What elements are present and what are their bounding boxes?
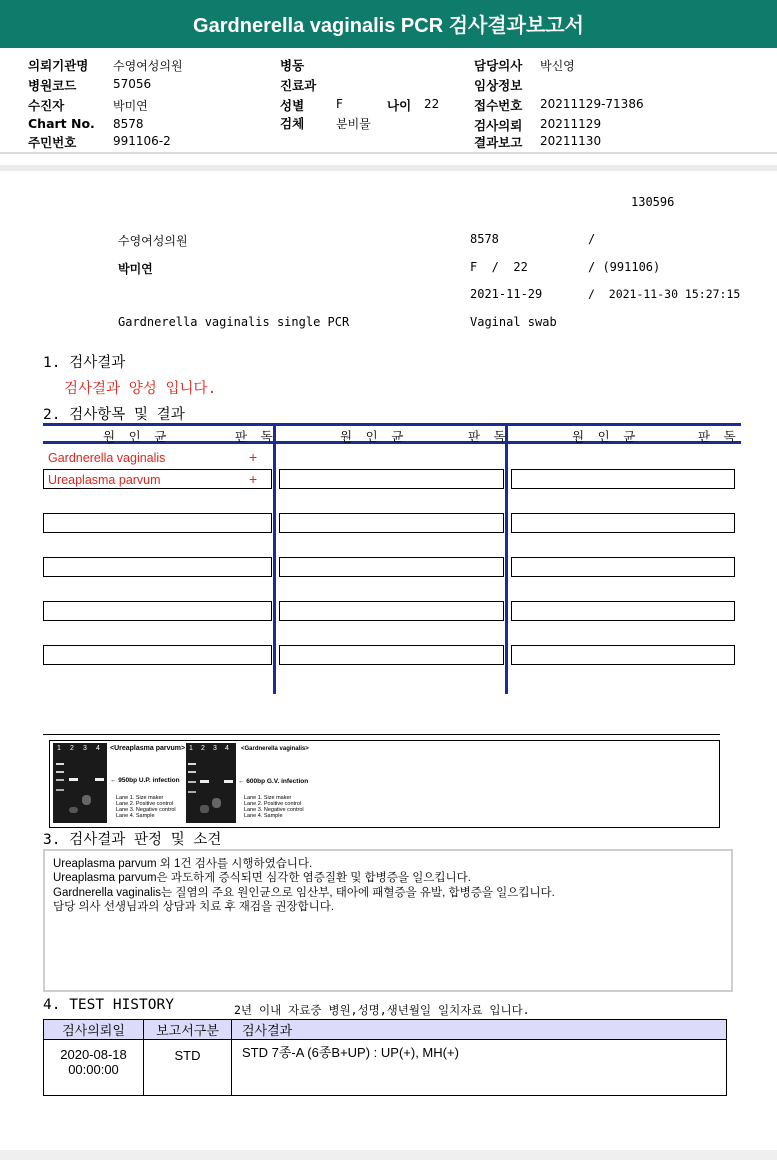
patient-label: 수진자	[28, 98, 65, 113]
institution-label: 의뢰기관명	[28, 58, 89, 73]
receipt-value: 20211129-71386	[540, 97, 644, 111]
lane-number: 2	[70, 745, 74, 752]
gel-legend-item: Lane 1. Size maker	[244, 795, 292, 801]
report-title: Gardnerella vaginalis PCR 검사결과보고서	[0, 0, 777, 48]
sex-value: F	[336, 97, 343, 111]
gel-legend-item: Lane 3. Negative control	[116, 807, 176, 813]
summary-slash: /	[588, 232, 596, 246]
sex-label: 성별	[280, 98, 305, 113]
specimen-value: 분비물	[336, 117, 371, 131]
gel-photo-2	[186, 743, 236, 823]
section2-title: 2. 검사항목 및 결과	[43, 407, 185, 423]
lane-number: 1	[189, 745, 193, 752]
resident-label: 주민번호	[28, 135, 77, 150]
hospital-code-label: 병원코드	[28, 78, 77, 93]
lane-number: 1	[57, 745, 61, 752]
result-name-1: Gardnerella vaginalis	[48, 451, 166, 465]
gel-legend-item: Lane 3. Negative control	[244, 807, 304, 813]
history-date: 2020-08-18	[60, 1047, 127, 1062]
gel-legend-item: Lane 4. Sample	[244, 813, 283, 819]
gel-panel1-band: ← 950bp U.P. infection	[110, 777, 180, 784]
summary-institution: 수영여성의원	[118, 234, 188, 248]
summary-test-name: Gardnerella vaginalis single PCR	[118, 315, 350, 329]
result-cell	[43, 645, 272, 665]
result-cell	[511, 601, 735, 621]
summary-id: 130596	[631, 195, 675, 209]
specimen-label: 검체	[280, 116, 305, 131]
history-type: STD	[144, 1040, 232, 1096]
header-shadow	[0, 165, 777, 171]
lane-number: 3	[83, 745, 87, 752]
report-label: 결과보고	[474, 135, 523, 150]
section1-result: 검사결과 양성 입니다.	[64, 381, 217, 397]
ward-label: 병동	[280, 58, 305, 73]
col3-judgement-header: 판 독	[698, 429, 739, 444]
gel-legend-item: Lane 2. Positive control	[116, 801, 174, 807]
col2-judgement-header: 판 독	[468, 429, 509, 444]
history-note: 2년 이내 자료중 병원,성명,생년월일 일치자료 입니다.	[234, 1003, 530, 1017]
summary-patient: 박미연	[118, 262, 153, 276]
history-date-cell	[44, 1040, 144, 1096]
header-divider	[0, 152, 777, 154]
chart-label: Chart No.	[28, 116, 95, 131]
result-cell	[511, 645, 735, 665]
gel-photo-1	[53, 743, 107, 823]
result-cell	[511, 513, 735, 533]
gel-panel1-title: <Ureaplasma parvum>	[110, 745, 186, 752]
request-value: 20211129	[540, 117, 602, 131]
grid-top-rule	[43, 423, 741, 426]
opinion-text	[53, 857, 555, 914]
age-value: 22	[424, 97, 440, 111]
opinion-box	[43, 849, 733, 992]
summary-specimen: Vaginal swab	[470, 315, 557, 329]
lane-number: 4	[225, 745, 229, 752]
gel-legend-item: Lane 1. Size maker	[116, 795, 164, 801]
col1-pathogen-header: 원 인 균	[103, 429, 170, 444]
col1-judgement-header: 판 독	[235, 429, 276, 444]
dept-label: 진료과	[280, 78, 317, 93]
gel-panel2-title: <Gardnerella vaginalis>	[241, 746, 309, 752]
section4-title: 4. TEST HISTORY	[43, 997, 174, 1013]
col2-pathogen-header: 원 인 균	[340, 429, 407, 444]
section1-title: 1. 검사결과	[43, 355, 126, 371]
gel-legend-item: Lane 2. Positive control	[244, 801, 302, 807]
result-mark-1: +	[249, 449, 258, 465]
gel-legend-item: Lane 4. Sample	[116, 813, 155, 819]
result-cell	[279, 645, 504, 665]
result-cell	[43, 513, 272, 533]
history-result: STD 7종-A (6종B+UP) : UP(+), MH(+)	[232, 1040, 727, 1096]
request-label: 검사의뢰	[474, 118, 523, 133]
summary-sex-age: F / 22	[470, 260, 528, 274]
history-header-row	[44, 1020, 727, 1040]
history-header-date: 검사의뢰일	[44, 1020, 144, 1040]
history-table	[43, 1019, 727, 1096]
page-footer-bar	[0, 1150, 777, 1160]
doctor-label: 담당의사	[474, 58, 523, 73]
result-cell	[511, 469, 735, 489]
history-header-type: 보고서구분	[144, 1020, 232, 1040]
result-cell	[279, 469, 504, 489]
lane-number: 2	[201, 745, 205, 752]
lane-number: 3	[213, 745, 217, 752]
result-cell	[279, 513, 504, 533]
col3-pathogen-header: 원 인 균	[572, 429, 639, 444]
table-row	[44, 1040, 727, 1096]
opinion-line: Gardnerella vaginalis는 질염의 주요 원인균으로 임산부, 태아에 패혈증을 유발, 합병증을 일으킵니다.	[53, 886, 555, 899]
result-cell	[43, 557, 272, 577]
hospital-code-value: 57056	[113, 77, 152, 91]
history-time: 00:00:00	[68, 1062, 119, 1077]
summary-chart: 8578	[470, 232, 499, 246]
grid-col-divider-1	[273, 423, 276, 694]
result-cell	[511, 557, 735, 577]
opinion-line: Ureaplasma parvum 외 1건 검사를 시행하였습니다.	[53, 858, 313, 870]
summary-date-report: / 2021-11-30 15:27:15	[588, 287, 741, 301]
report-value: 20211130	[540, 134, 602, 148]
opinion-line: Ureaplasma parvum은 과도하게 증식되면 심각한 염증질환 및 합병증을 일으킵니다.	[53, 872, 471, 885]
result-cell	[279, 557, 504, 577]
patient-value: 박미연	[113, 99, 148, 113]
section3-title: 3. 검사결과 판정 및 소견	[43, 832, 222, 848]
summary-birth: / (991106)	[588, 260, 661, 274]
age-label: 나이	[387, 98, 412, 113]
result-cell	[43, 601, 272, 621]
result-cell	[279, 601, 504, 621]
gel-panel2-band: ← 600bp G.V. infection	[238, 778, 309, 785]
receipt-label: 접수번호	[474, 98, 523, 113]
clinical-label: 임상정보	[474, 78, 523, 93]
opinion-line: 담당 의사 선생님과의 상담과 치료 후 재검을 권장합니다.	[53, 900, 335, 913]
grid-col-divider-2	[505, 423, 508, 694]
chart-value: 8578	[113, 117, 144, 131]
doctor-value: 박신영	[540, 59, 575, 73]
result-name-2: Ureaplasma parvum	[48, 473, 161, 487]
lane-number: 4	[96, 745, 100, 752]
institution-value: 수영여성의원	[113, 59, 183, 73]
gel-top-rule	[43, 734, 720, 735]
resident-value: 991106-2	[113, 134, 171, 148]
summary-date-request: 2021-11-29	[470, 287, 543, 301]
result-mark-2: +	[249, 471, 258, 487]
history-header-result: 검사결과	[232, 1020, 727, 1040]
